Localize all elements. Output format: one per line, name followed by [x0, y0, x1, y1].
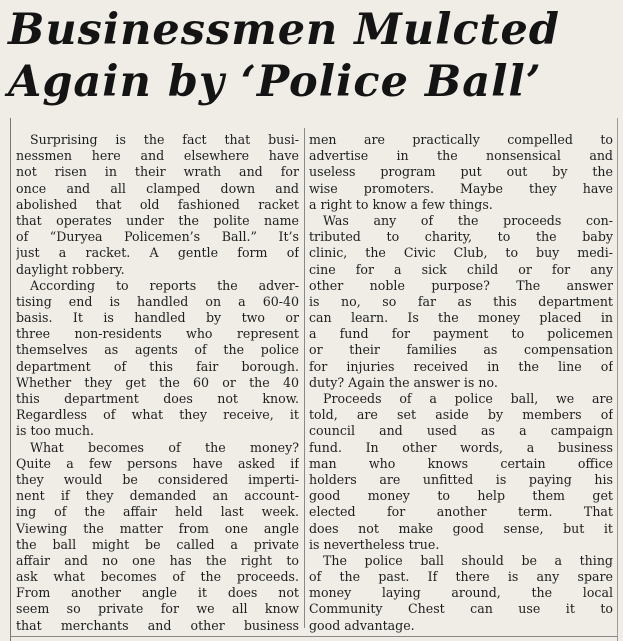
article-text-line: this department does not know. [16, 391, 299, 406]
article-text-line: The police ball should be a thing [323, 552, 613, 568]
article-text-line: once and all clamped down and [16, 180, 299, 196]
article-column-left [16, 132, 299, 634]
column-divider-rule [304, 128, 305, 628]
article-text-line: does not make good sense, but it [309, 520, 613, 536]
article-text-line: not risen in their wrath and for [16, 164, 299, 180]
article-text-line: the ball might be called a private [16, 536, 299, 552]
article-text-line: fund. In other words, a business [309, 439, 613, 455]
article-text-line: department of this fair borough. [16, 358, 299, 374]
article-text-line: for injuries received in the line of [309, 358, 613, 374]
article-text-line: is nevertheless true. [309, 536, 440, 552]
article-text-line: duty? Again the answer is no. [309, 374, 498, 390]
article-text-line: money laying around, the local [309, 585, 613, 601]
article-text-line: From another angle it does not [16, 585, 299, 601]
article-text-line: tising end is handled on a 60-40 [16, 293, 299, 309]
article-text-line: can learn. Is the money placed in [309, 310, 613, 326]
article-text-line: is too much. [16, 423, 94, 439]
article-text-line: themselves as agents of the police [16, 342, 299, 358]
article-text-line: of the past. If there is any spare [309, 569, 613, 585]
article-text-line: seem so private for we all know [16, 601, 299, 617]
article-text-line: nent if they demanded an account- [16, 488, 299, 504]
article-text-line: According to reports the adver- [30, 277, 299, 293]
article-text-line: affair and no one has the right to [16, 552, 299, 568]
article-text-line: daylight robbery. [16, 261, 125, 277]
article-text-line: three non-residents who represent [16, 326, 299, 342]
article-text-line: good advantage. [309, 617, 415, 633]
article-text-line: that operates under the polite name [16, 212, 299, 228]
article-text-line: holders are unfitted is paying his [309, 471, 613, 487]
article-text-line: advertise in the nonsensical and [309, 148, 613, 164]
article-text-line: men are practically compelled to [309, 132, 613, 147]
article-text-line: they would be considered imperti- [16, 471, 299, 487]
headline-line-1: Businessmen Mulcted [8, 5, 560, 55]
left-border-rule [10, 118, 11, 641]
article-text-line: tributed to charity, to the baby [309, 229, 613, 245]
article-text-line: good money to help them get [309, 488, 613, 504]
article-text-line: Viewing the matter from one angle [16, 520, 299, 536]
article-text-line: Quite a few persons have asked if [16, 455, 299, 471]
right-border-rule [617, 118, 618, 641]
article-text-line: ing of the affair held last week. [16, 504, 299, 520]
article-column-right [309, 132, 613, 634]
article-text-line: a right to know a few things. [309, 196, 493, 212]
article-text-line: Surprising is the fact that busi- [30, 132, 299, 147]
article-text-line: a fund for payment to policemen [309, 326, 613, 342]
article-text-line: ask what becomes of the proceeds. [16, 569, 299, 585]
article-text-line: Proceeds of a police ball, we are [323, 391, 613, 406]
article-text-line: or their families as compensation [309, 342, 613, 358]
article-text-line: of “Duryea Policemen’s Ball.” It’s [16, 229, 299, 245]
article-text-line: that merchants and other business [16, 617, 299, 633]
article-text-line: clinic, the Civic Club, to buy medi- [309, 245, 613, 261]
article-text-line: is no, so far as this department [309, 293, 613, 309]
article-text-line: just a racket. A gentle form of [16, 245, 299, 261]
headline [8, 4, 614, 108]
article-text-line: elected for another term. That [309, 504, 613, 520]
bottom-border-rule [10, 636, 617, 637]
article-text-line: Whether they get the 60 or the 40 [16, 374, 299, 390]
article-text-line: other noble purpose? The answer [309, 277, 613, 293]
article-text-line: council and used as a campaign [309, 423, 613, 439]
article-text-line: Was any of the proceeds con- [323, 212, 613, 228]
article-text-line: abolished that old fashioned racket [16, 196, 299, 212]
article-text-line: What becomes of the money? [30, 439, 299, 455]
headline-line-2: Again by ‘Police Ball’ [8, 57, 542, 107]
article-text-line: told, are set aside by members of [309, 407, 613, 423]
article-text-line: cine for a sick child or for any [309, 261, 613, 277]
article-text-line: useless program put out by the [309, 164, 613, 180]
article-text-line: basis. It is handled by two or [16, 310, 299, 326]
article-text-line: Regardless of what they receive, it [16, 407, 299, 423]
article-text-line: man who knows certain office [309, 455, 613, 471]
article-text-line: wise promoters. Maybe they have [309, 180, 613, 196]
article-text-line: Community Chest can use it to [309, 601, 613, 617]
article-text-line: nessmen here and elsewhere have [16, 148, 299, 164]
